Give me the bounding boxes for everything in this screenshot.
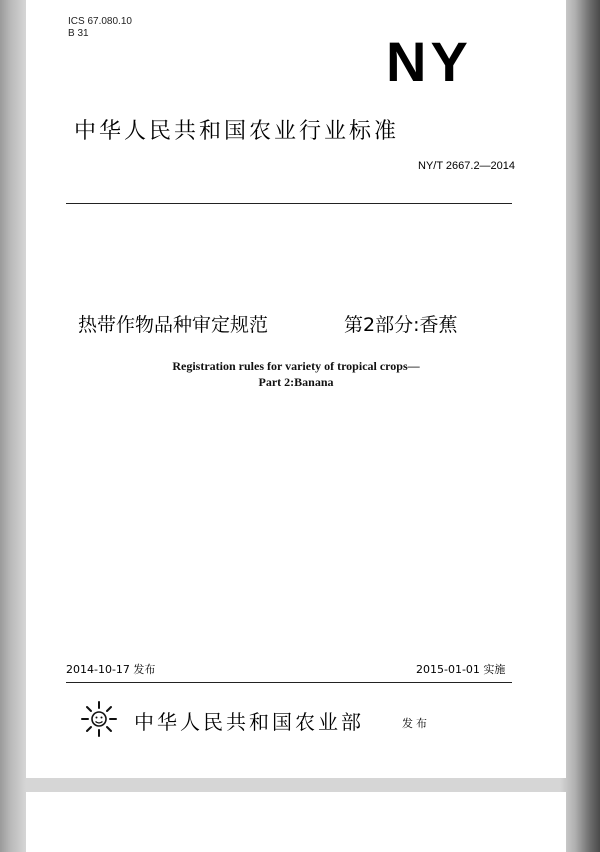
standard-title: 中华人民共和国农业行业标准	[74, 119, 400, 144]
footer-rule	[66, 682, 512, 683]
english-title-line1: Registration rules for variety of tropical crops—	[172, 359, 420, 373]
publish-date: 2014-10-17 发布	[66, 663, 156, 676]
english-title-line2: Part 2:Banana	[258, 375, 334, 389]
chinese-title-main: 热带作物品种审定规范	[78, 314, 269, 336]
ny-mark: NY	[386, 30, 472, 93]
next-page-edge	[26, 792, 566, 852]
issuer-name: 中华人民共和国农业部	[134, 710, 364, 734]
header-rule	[66, 203, 512, 204]
issuer-suffix: 发布	[402, 717, 430, 730]
document-page	[26, 0, 566, 778]
implement-date: 2015-01-01 实施	[416, 663, 506, 676]
ccs-code: B 31	[68, 28, 89, 39]
chinese-title-part: 第2部分:香蕉	[344, 314, 458, 336]
ics-code: ICS 67.080.10	[68, 16, 132, 27]
standard-code: NY/T 2667.2—2014	[418, 160, 516, 172]
ministry-emblem-icon	[80, 700, 118, 738]
